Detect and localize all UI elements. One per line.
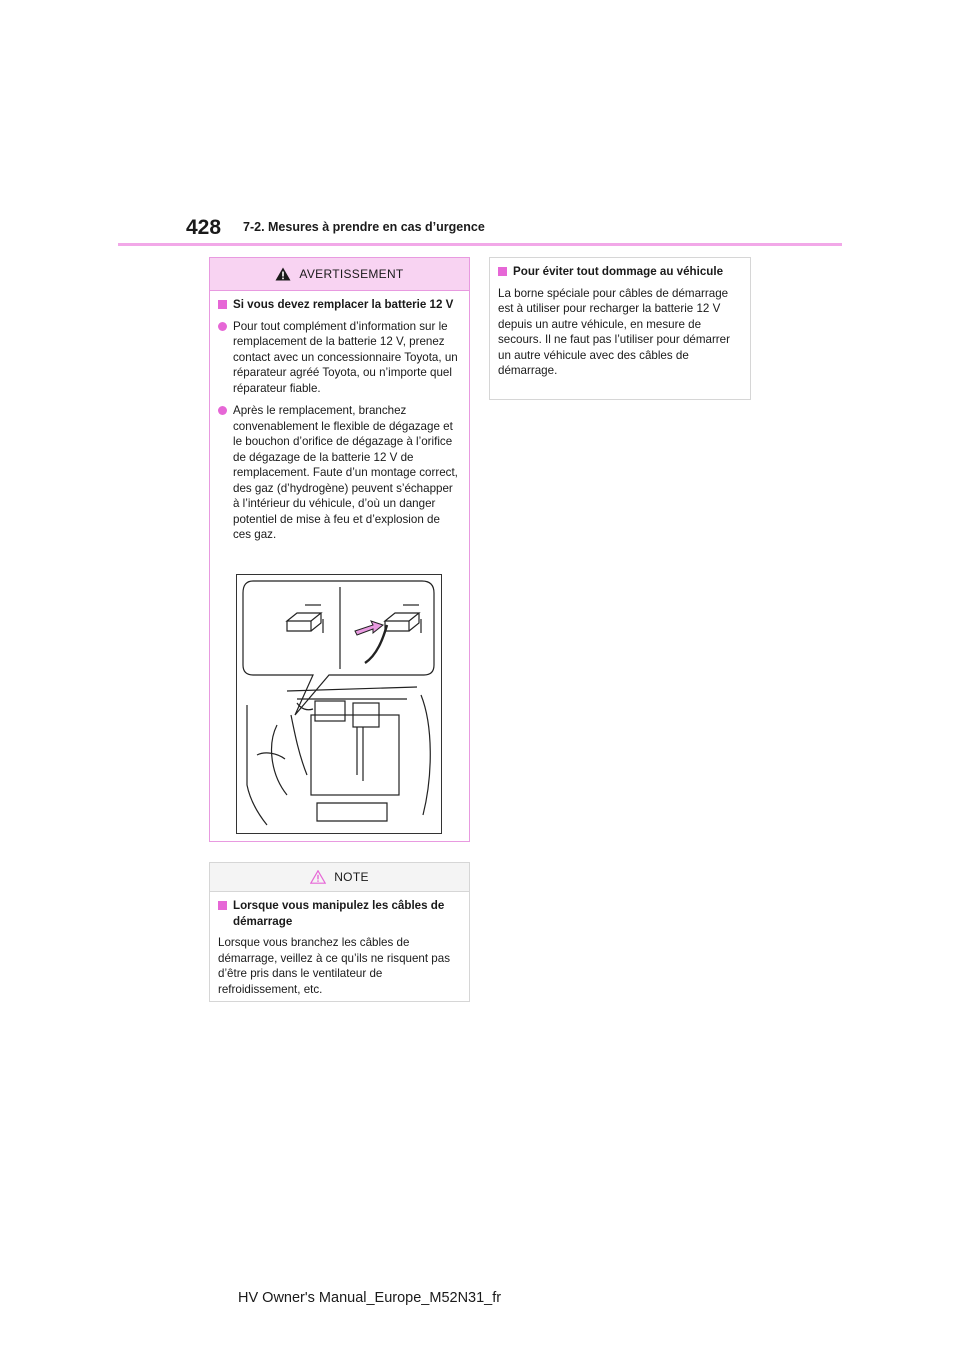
header-rule <box>118 243 842 246</box>
square-bullet-icon <box>218 901 227 910</box>
list-item <box>218 403 460 543</box>
note-text: Lorsque vous branchez les câbles de démarrage, veillez à ce qu’ils ne risquent pas d’être pris dans le ventilateur de refroidissement, etc. <box>218 936 450 996</box>
round-bullet-icon <box>218 322 227 331</box>
round-bullet-icon <box>218 406 227 415</box>
warning-triangle-icon <box>275 267 291 281</box>
info-heading-text: Pour éviter tout dommage au véhicule <box>513 265 724 278</box>
note-heading <box>218 898 460 929</box>
footer-manual-id: HV Owner's Manual_Europe_M52N31_fr <box>238 1290 502 1306</box>
info-text: La borne spéciale pour câbles de démarrage est à utiliser pour recharger la batterie 12 V depuis un autre véhicule, en mesure de secours. Il ne faut pas l’utiliser pour démarrer un autre véhicule avec des câbles de démarrage. <box>498 286 730 377</box>
square-bullet-icon <box>498 267 507 276</box>
warning-box-header <box>210 258 469 291</box>
section-title: 7-2. Mesures à prendre en cas d’urgence <box>243 220 485 234</box>
warning-box-title: AVERTISSEMENT <box>299 267 404 281</box>
caution-triangle-icon <box>310 870 326 884</box>
list-item-text: Après le remplacement, branchez convenablement le flexible de dégazage et le bouchon d’orifice de dégazage à l’orifice de dégazage de la batterie 12 V de remplacement. Faute d’un montage correct, des gaz (d’hydrogène) peuvent s’échapper à l’intérieur du véhicule, d’où un danger potentiel de mise à feu et d’explosion de ces gaz. <box>233 404 458 541</box>
warning-heading-text: Si vous devez remplacer la batterie 12 V <box>233 298 454 311</box>
info-heading <box>498 264 741 280</box>
list-item <box>218 319 460 397</box>
warning-heading <box>218 297 460 313</box>
info-box <box>489 257 751 400</box>
battery-vent-illustration <box>236 574 442 834</box>
note-box-title: NOTE <box>334 870 369 884</box>
page-number: 428 <box>186 216 222 239</box>
battery-vent-diagram-icon <box>237 575 441 833</box>
note-box-header <box>210 863 469 892</box>
list-item-text: Pour tout complément d’information sur le remplacement de la batterie 12 V, prenez contact avec un concessionnaire Toyota, un réparateur agréé Toyota, ou n’importe quel réparateur fiable. <box>233 319 458 395</box>
note-box <box>209 862 470 1002</box>
note-heading-text: Lorsque vous manipulez les câbles de démarrage <box>233 899 445 928</box>
square-bullet-icon <box>218 300 227 309</box>
